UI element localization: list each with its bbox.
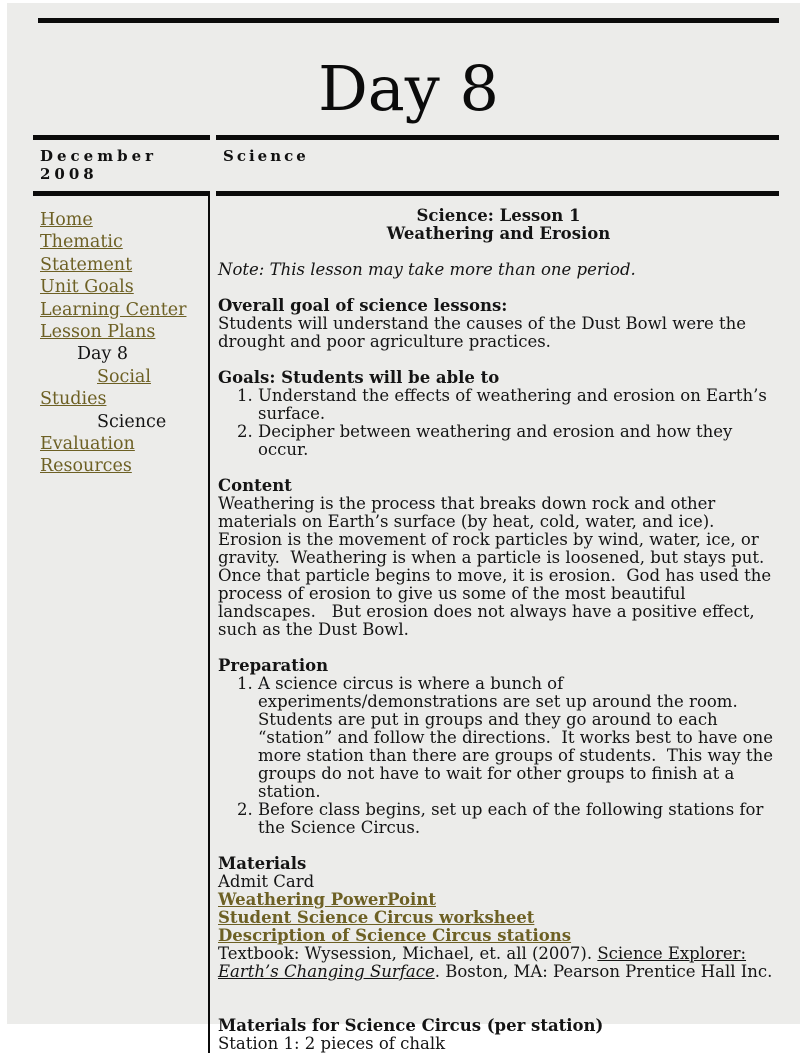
materials-item-admit-card: Admit Card <box>218 872 315 891</box>
textbook-title-part2: Earth’s Changing Surface <box>218 962 435 981</box>
top-horizontal-rule <box>38 18 779 23</box>
preparation-list <box>218 675 779 837</box>
goal-item: 1. Understand the effects of weathering and erosion on Earth’s surface. <box>258 387 779 423</box>
page-background <box>7 3 800 1053</box>
weathering-powerpoint-link[interactable]: Weathering PowerPoint <box>218 890 436 909</box>
spacer <box>218 981 779 1017</box>
sidebar-nav <box>7 196 208 1053</box>
lesson-content <box>210 196 800 1053</box>
sidebar-item-home <box>40 209 197 231</box>
textbook-suffix: . Boston, MA: Pearson Prentice Hall Inc. <box>434 962 773 981</box>
materials-circus-heading: Materials for Science Circus (per station) <box>218 1016 604 1035</box>
description-science-circus-stations-link[interactable]: Description of Science Circus stations <box>218 926 572 945</box>
textbook-prefix: Textbook: Wysession, Michael, et. all (2007). <box>218 944 598 963</box>
content-text: Weathering is the process that breaks down rock and other materials on Earth’s surface (by heat, cold, water, and ice). Erosion is the movement of rock particles by wind, water, ice, or gravity. Weathering is when a particle is loosened, but stays put. Once that particle begins to move, it is erosion. God has used the process of erosion to give us some of the most beautiful landscapes. But erosion does not always have a positive effect, such as the Dust Bowl. <box>218 494 777 639</box>
sidebar-item-social-studies <box>40 366 197 411</box>
lesson-plans-link[interactable]: Lesson Plans <box>40 322 156 343</box>
overall-goal-section <box>218 297 779 351</box>
goals-heading: Goals: Students will be able to <box>218 368 500 387</box>
cutoff-line: Station 1: 2 pieces of chalk <box>218 1034 446 1053</box>
sidebar-item-thematic-statement <box>40 231 197 276</box>
sidebar-item-evaluation <box>40 433 197 455</box>
sidebar-header-cell <box>33 135 210 196</box>
unit-goals-link[interactable]: Unit Goals <box>40 277 134 298</box>
home-link[interactable]: Home <box>40 210 93 230</box>
evaluation-link[interactable]: Evaluation <box>40 434 135 455</box>
sidebar-item-resources <box>40 455 197 477</box>
content-columns <box>7 196 800 1053</box>
learning-center-link[interactable]: Learning Center <box>40 299 187 320</box>
lesson-title-line1: Science: Lesson 1 <box>416 206 581 225</box>
preparation-item: 1. A science circus is where a bunch of experiments/demonstrations are set up around the room. Students are put in groups and they go around to each “station” and follow the directions. It works best to have one more station than there are groups of students. This way the groups do not have to wait for other groups to finish at a station. <box>258 675 779 801</box>
social-studies-link[interactable]: Social Studies <box>40 366 151 410</box>
overall-goal-heading: Overall goal of science lessons: <box>218 296 508 315</box>
column-header-row <box>33 135 779 196</box>
page-title: Day 8 <box>318 52 499 125</box>
thematic-statement-link[interactable]: Thematic Statement <box>40 232 133 275</box>
preparation-heading: Preparation <box>218 656 329 675</box>
preparation-item: 2. Before class begins, set up each of the following stations for the Science Circus. <box>258 801 779 837</box>
sidebar-item-day8-current: Day 8 <box>77 344 129 365</box>
lesson-note: Note: This lesson may take more than one period. <box>218 260 636 279</box>
overall-goal-text: Students will understand the causes of the Dust Bowl were the drought and poor agriculture practices. <box>218 314 752 351</box>
goals-list <box>218 387 779 459</box>
student-science-circus-worksheet-link[interactable]: Student Science Circus worksheet <box>218 908 535 927</box>
sidebar-item-learning-center <box>40 299 197 321</box>
sidebar-item-lesson-plans <box>40 321 197 343</box>
sidebar-item-science-current: Science <box>97 411 167 432</box>
textbook-title-part1: Science Explorer: <box>597 944 747 963</box>
textbook-citation <box>218 945 779 981</box>
goal-item: 2. Decipher between weathering and erosion and how they occur. <box>258 423 779 459</box>
sidebar-item-unit-goals <box>40 276 197 298</box>
lesson-title-line2: Weathering and Erosion <box>386 224 611 243</box>
content-heading: Content <box>218 476 292 495</box>
content-header: Science <box>223 147 309 165</box>
materials-heading: Materials <box>218 854 307 873</box>
resources-link[interactable]: Resources <box>40 456 132 477</box>
content-header-cell <box>216 135 779 196</box>
sidebar-header: December 2008 <box>40 147 158 183</box>
